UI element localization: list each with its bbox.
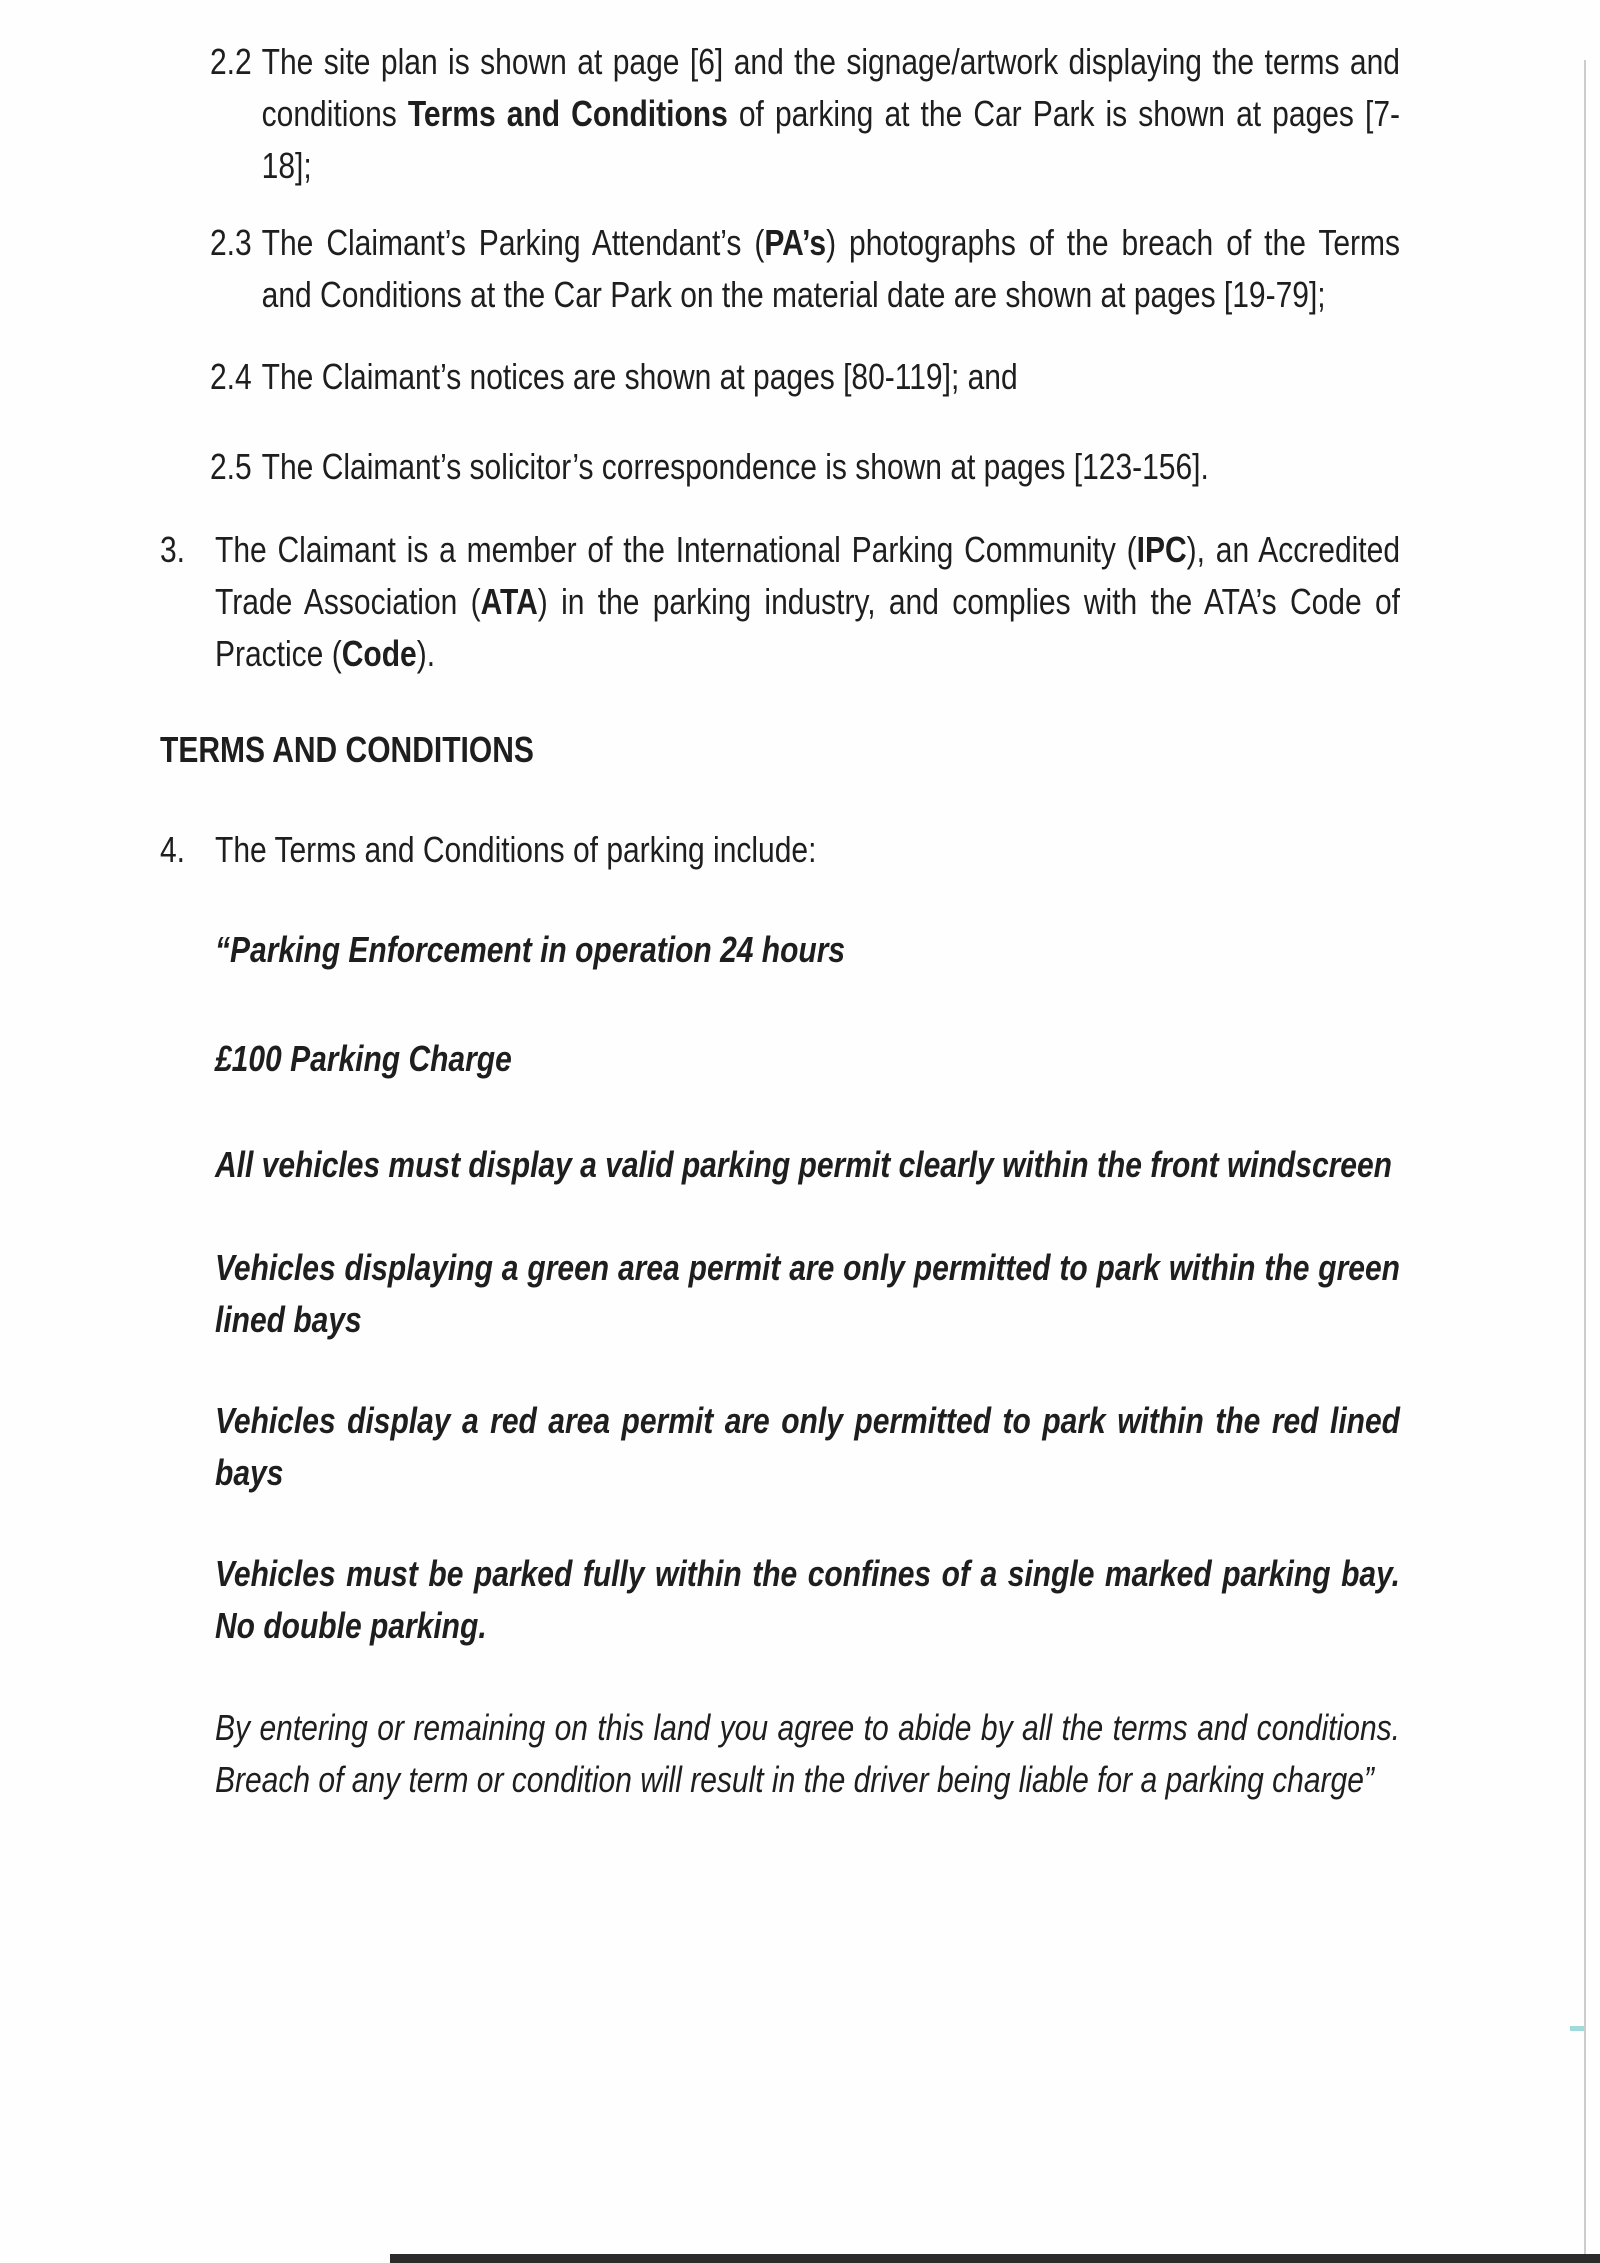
paragraph-4 — [0, 824, 1600, 876]
paragraph-number: 4. — [159, 829, 186, 870]
text-run: of parking at the Car Park is shown at pages [7-18]; — [261, 93, 1400, 186]
quote-line-charge: £100 Parking Charge — [214, 1038, 512, 1079]
bold-text-run: Code — [341, 633, 417, 674]
paragraph-text — [262, 36, 1400, 192]
text-run: The Claimant’s solicitor’s correspondence is shown at pages [123-156]. — [261, 446, 1209, 487]
paragraph-3 — [0, 524, 1600, 680]
paragraph-2-3 — [0, 217, 1600, 321]
paragraph-text — [215, 524, 1400, 680]
bold-text-run: ATA — [480, 581, 538, 622]
quote-line-single-bay: Vehicles must be parked fully within the confines of a single marked parking bay. No double parking. — [214, 1553, 1400, 1646]
quote-line-enforcement: “Parking Enforcement in operation 24 hours — [214, 929, 846, 970]
text-run: ), an Accredited Trade Association ( — [214, 529, 1401, 622]
bold-text-run: Terms and Conditions — [407, 93, 728, 134]
scan-speck-artifact — [1570, 2026, 1584, 2031]
section-heading: TERMS AND CONDITIONS — [159, 729, 534, 770]
paragraph-number: 2.5 — [209, 446, 252, 487]
text-run: The Claimant’s Parking Attendant’s ( — [261, 222, 765, 263]
text-run: ). — [416, 633, 436, 674]
scan-edge-line — [1584, 60, 1586, 2263]
quote-line-green-permit: Vehicles displaying a green area permit are only permitted to park within the green lined bays — [214, 1247, 1400, 1340]
paragraph-2-4 — [0, 351, 1600, 403]
text-run: ) photographs of the breach of the Terms and Conditions at the Car Park on the material date are shown at pages [19-79]; — [261, 222, 1400, 315]
paragraph-text — [262, 217, 1400, 321]
text-run: The Claimant is a member of the International Parking Community ( — [214, 529, 1137, 570]
bold-text-run: IPC — [1136, 529, 1187, 570]
scan-bottom-bar-artifact — [390, 2254, 1600, 2263]
paragraph-number: 2.4 — [209, 356, 252, 397]
text-run: The Terms and Conditions of parking include: — [214, 829, 817, 870]
paragraph-number: 2.3 — [209, 222, 252, 263]
quote-line-red-permit: Vehicles display a red area permit are only permitted to park within the red lined bays — [214, 1400, 1400, 1493]
text-run: The Claimant’s notices are shown at pages [80-119]; and — [261, 356, 1018, 397]
paragraph-number: 2.2 — [209, 41, 252, 82]
bold-text-run: PA’s — [764, 222, 827, 263]
paragraph-text — [262, 441, 1400, 493]
paragraph-2-2 — [0, 36, 1600, 192]
paragraph-number: 3. — [159, 529, 186, 570]
paragraph-2-5 — [0, 441, 1600, 493]
paragraph-text — [262, 351, 1400, 403]
quote-line-permit-display: All vehicles must display a valid parking permit clearly within the front windscreen — [214, 1144, 1392, 1185]
quote-line-agreement: By entering or remaining on this land you agree to abide by all the terms and conditions. Breach of any term or condition will result in the driver being liable for a parking charge” — [214, 1707, 1400, 1800]
paragraph-text — [215, 824, 1400, 876]
text-run: The site plan is shown at page [6] and the signage/artwork displaying the terms and conditions — [261, 41, 1400, 134]
text-run: ) in the parking industry, and complies with the ATA’s Code of Practice ( — [214, 581, 1400, 674]
